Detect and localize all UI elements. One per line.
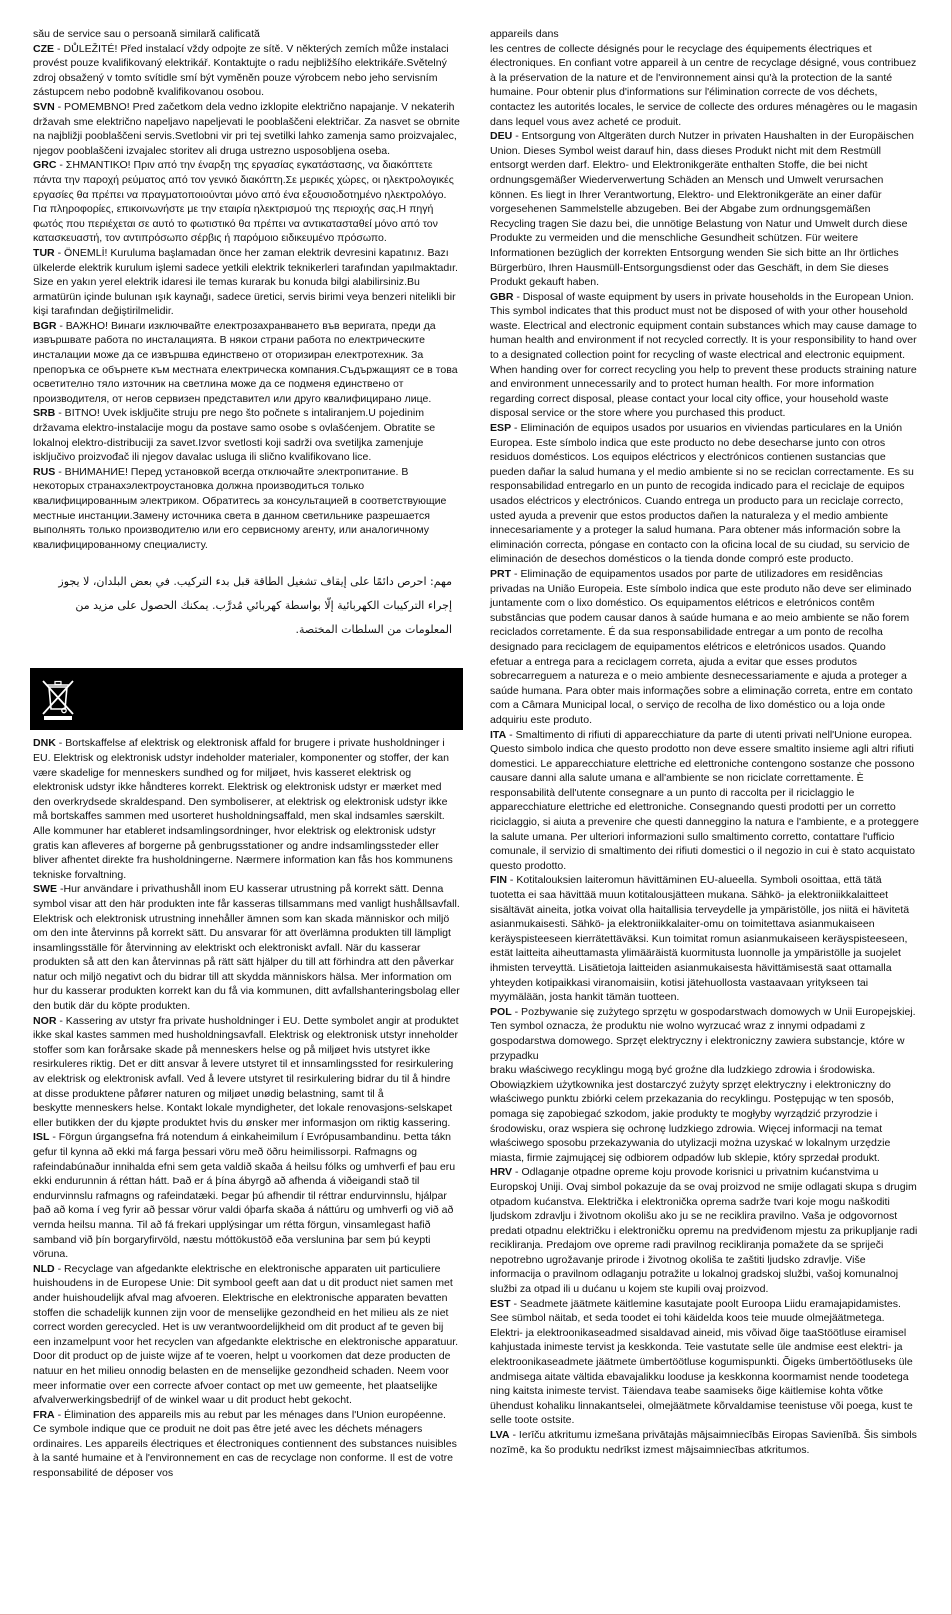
paragraph <box>490 1297 919 1428</box>
paragraph-text: - Smaltimento di rifiuti di apparecchiature da parte di utenti privati nell'Unione europea. Questo simbolo indica che questo prodotto non deve essere smaltito insieme agli altri rifiuti domestici. Le apparecchiature elettriche ed elettroniche contengono sostanze che possono causare danni alla salute umana e all'ambiente se non riciclate correttamente. È responsabilità dell'utente consegnare a un punto di raccolta per il riciclaggio le apparecchiature elettriche ed elettroniche. Consegnando questi prodotti per un corretto riciclaggio, si aiuta a prevenire che questi danneggino la natura e l'ambiente, e a proteggere la salute umana. Per ulteriori informazioni sullo smaltimento corretto, contattare l'ufficio comunale, il servizio di smaltimento dei rifiuti domestici o il negozio in cui è stato acquistato questo prodotto. <box>490 728 919 872</box>
paragraph-text: - DŮLEŽITÉ! Před instalací vždy odpojte ze sítě. V některých zemích může instalaci provést pouze kvalifikovaný elektrikář. Kontaktujte o radu nejbližšího elektrikáře.Světelný zdroj obsažený v tomto svítidle smí být vyměněn pouze výrobcem nebo jeho servisním zástupcem nebo podobně kvalifikovanou osobou. <box>33 42 449 99</box>
paragraph <box>490 421 919 567</box>
paragraph-text: - Disposal of waste equipment by users in private households in the European Union. This symbol indicates that this product must not be disposed of with your other household waste. Electrical and electronic equipment contain substances which may cause damage to human health and environment if not recycled correctly. It is your responsibility to hand over to a designated collection point for recycling of waste electrical and electronic equipment. When handing over for correct recycling you help to prevent these products straining nature and environment unnecessarily and to protect human health. For more information regarding correct disposal, please contact your local city office, your household waste disposal service or the store where you purchased this product. <box>490 290 917 420</box>
paragraph-text: - BITNO! Uvek isključite struju pre nego što počnete s intaliranjem.U pojedinim državama elektro-instalacije mogu da postave samo osobe s ovlašćenjem. Obratite se lokalnoj elektro-distribuciji za savet.Izvor svetlosti koji sadrži ova svetiljka zamenjuje isključivo proizvođač ili njegov davalac usluga ili slično kvalifikovano lice. <box>33 407 436 464</box>
language-code: GRC <box>33 159 57 172</box>
paragraph <box>33 882 460 1013</box>
paragraph-text: - ВНИМАНИЕ! Перед установкой всегда отключайте электропитание. В некоторых странахэлектроустановка должна производиться только квалифицированным электриком. Обратитесь за консультацией в соответствующие местные инстанции.Замену источника света в данном светильнике разрешается выполнять только производителю или его сервисному агенту, или аналогичному квалифицированному специалисту. <box>33 465 447 551</box>
paragraph <box>33 1262 460 1408</box>
paragraph-text: - Odlaganje otpadne opreme koju provode korisnici u privatnim kućanstvima u Europskoj Uniji. Ovaj simbol pokazuje da se ovaj proizvod ne smije odlagati skupa s drugim otpadom kućanstva. Električka i elektronička oprema sadrže tvari koje mogu naškoditi ljudskom zdravlju i životnom okolišu ako ju se ne reciklira pravilno. Vaša je odgovornost predati otpadnu električku i elektroničku opremu na predviđenom mjestu za prikupljanje radi recikliranja. Predajom ove opreme radi pravilnog recikliranja pomažete da se spriječi nepotrebno ugrožavanje prirode i životnog okoliša te zaštiti ljudsko zdravlje. Više informacija o pravilnom odlaganju potražite u lokalnoj gradskoj službi, vašoj komunalnoj službi za otpad ili u dućanu u kojem ste kupili ovaj proizvod. <box>490 1166 918 1296</box>
paragraph-text: său de service sau o persoană similară calificată <box>33 28 260 40</box>
paragraph <box>33 1408 460 1481</box>
language-code: ITA <box>490 728 507 741</box>
paragraph <box>490 1428 919 1457</box>
language-code: SWE <box>33 883 58 896</box>
language-code: GBR <box>490 290 514 303</box>
paragraph-text: - Pozbywanie się zużytego sprzętu w gospodarstwach domowych w Unii Europejskiej. Ten symbol oznacza, że produktu nie wolno wyrzucać wraz z innymi odpadami z gospodarstwa domowego. Sprzęt elektryczny i elektroniczny zawiera substancje, które w przypadku <box>490 1005 916 1062</box>
paragraph <box>490 1063 919 1165</box>
language-code: RUS <box>33 465 56 478</box>
paragraph-text: - Eliminación de equipos usados por usuarios en viviendas particulares en la Unión Europea. Este símbolo indica que este producto no debe desecharse junto con otros residuos domésticos. Los equipos eléctricos y electrónicos contienen sustancias que pueden dañar la salud humana y el medio ambiente si no se reciclan correctamente. Es su responsabilidad entregarlo en un punto de recogida indicado para el reciclaje de equipos usados eléctricos y electrónicos. Cuando entrega un producto para un reciclaje correcto, usted ayuda a prevenir que estos productos dañen la naturaleza y el medio ambiente innecesariamente y a proteger la salud humana. Para obtener más información sobre la eliminación correcta, póngase en contacto con la oficina local de su ciudad, su servicio de eliminación de desechos domésticos o la tienda donde compró este producto. <box>490 422 914 566</box>
language-code: DNK <box>33 737 56 750</box>
language-code: SVN <box>33 100 55 113</box>
paragraph-text: appareils dans <box>490 28 559 40</box>
paragraph-text: - Eliminação de equipamentos usados por parte de utilizadores em residências privadas na União Europeia. Este símbolo indica que este produto não deve ser eliminado juntamente com o lixo doméstico. Os equipamentos elétricos e eletrónicos contêm substâncias que podem causar danos à saúde humana e ao meio ambiente se não forem reciclados corretamente. É da sua responsabilidade entregar a um ponto de recolha designado para reciclagem de equipamentos elétricos e eletrónicos usados. Quando efetuar a entrega para a reciclagem correta, ajuda a evitar que esses produtos sobrecarreguem a natureza e o meio ambiente desnecessariamente e ajuda a proteger a saúde humana. Para obter mais informações sobre a eliminação correta, entre em contato com a Câmara Municipal local, o serviço de recolha de lixo doméstico ou a loja onde adquiriu este produto. <box>490 567 913 726</box>
language-code: TUR <box>33 246 55 259</box>
paragraph-text: - Kotitalouksien laiteromun hävittäminen EU-alueella. Symboli osoittaa, että tätä tuotetta ei saa hävittää muun kotitalousjätteen mukana. Sähkö- ja elektroniikkalaitteet sisältävät aineita, jotka voivat olla haitallisia terveydelle ja ympäristölle, jos niitä ei hävitetä asianmukaisesti. Sähkö- ja elektroniikkalaiter-omu on toimitettava asianmukaiseen keräyspisteeseen kierrätettäväksi. Kun toimitat romun asianmukaiseen keräyspisteeseen, estät laitteita aiheuttamasta ylimääräistä kuormitusta luonnolle ja ympäristölle ja suojelet ihmisten terveyttä. Lisätietoja laitteiden asianmukaisesta hävittämisestä saat ottamalla yhteyden kotipaikkasi viranomaisiin, kotisi jätehuollosta vastaavaan yritykseen tai myymälään, josta hankit tämän tuotteen. <box>490 874 910 1004</box>
paragraph <box>33 465 460 553</box>
paragraph-text: les centres de collecte désignés pour le recyclage des équipements électriques et électroniques. En confiant votre appareil à un centre de recyclage désigné, vous contribuez à la préservation de la nature et de l'environnement ainsi qu'à la protection de la santé humaine. Pour obtenir plus d'informations sur l'élimination correcte de vos déchets, contactez les autorités locales, le service de collecte des ordures ménagères ou le magasin dans lequel vous avez acheté ce produit. <box>490 42 918 128</box>
paragraph <box>33 27 460 42</box>
paragraph <box>490 1165 919 1296</box>
paragraph-text: - POMEMBNO! Pred začetkom dela vedno izklopite električno napajanje. V nekaterih državah sme električno napeljavo napeljevati le pooblaščeni električar. Za nasvet se obrnite na najbližji pooblaščeni servis.Svetlobni vir pri tej svetilki lahko zamenja samo proizvajalec, njegov pooblaščeni izvajalec storitev ali druga ustrezno usposobljena oseba. <box>33 100 460 157</box>
paragraph-text: - Élimination des appareils mis au rebut par les ménages dans l'Union européenne. Ce symbole indique que ce produit ne doit pas être jeté avec les déchets ménagers ordinaires. Les appareils électriques et électroniques contiennent des substances nuisibles à la santé humaine et à l'environnement en cas de recyclage non conforme. Il est de votre responsabilité de déposer vos <box>33 1408 457 1480</box>
paragraph <box>490 129 919 290</box>
paragraph-text: - ÖNEMLİ! Kuruluma başlamadan önce her zaman elektrik devresini kapatınız. Bazı ülkelerde elektrik kurulum işlemi sadece yetkili elektrik teknikerleri tarafından yapılmaktadır. Size en yakın yerel elektrik idaresi ile temas kurarak bu konuda bilgi alabilirsiniz.Bu armatürün içinde bulunan ışık kaynağı, sadece üretici, servis birimi veya benzeri nitelikli bir kişi tarafından değiştirilmelidir. <box>33 246 458 318</box>
language-code: FRA <box>33 1408 55 1421</box>
language-code: CZE <box>33 42 55 55</box>
paragraph-text: - Entsorgung von Altgeräten durch Nutzer in privaten Haushalten in der Europäischen Union. Dieses Symbol weist darauf hin, dass dieses Produkt nicht mit dem Restmüll entsorgt werden darf. Elektro- und Elektronikgeräte enthalten Stoffe, die bei nicht ordnungsgemäßer Wiederverwertung Schäden an Mensch und Umwelt verursachen können. Es liegt in Ihrer Verantwortung, Elektro- und Elektronikgeräte an einer dafür vorgesehenen Sammelstelle abzugeben. Bei der Abgabe zum ordnungsgemäßen Recycling tragen Sie dazu bei, die unnötige Belastung von Natur und Umwelt durch diese Produkte zu vermeiden und die menschliche Gesundheit schützen. Für weitere Informationen bezüglich der korrekten Entsorgung wenden Sie sich bitte an Ihr örtliches Bürgerbüro, Ihren Hausmüll-Entsorgungsdienst oder das Geschäft, in dem Sie dieses Produkt gekauft haben. <box>490 130 914 289</box>
paragraph <box>490 42 919 130</box>
paragraph <box>33 736 460 882</box>
paragraph <box>490 567 919 728</box>
paragraph-text: beskytte menneskers helse. Kontakt lokale myndigheter, det lokale renovasjons-selskapet eller butikken der du kjøpte produktet hvis du ønsker mer informasjon om riktig kassering. <box>33 1102 453 1129</box>
crossed-out-wheelie-bin-icon <box>38 676 78 722</box>
language-code: SRB <box>33 407 56 420</box>
paragraph-text: - ΣΗΜΑΝΤΙΚΟ! Πριν από την έναρξη της εργασίας εγκατάστασης, να διακόπτετε πάντα την παροχή ρεύματος από τον γενικό διακόπτη.Σε μερικές χώρες, οι ηλεκτρολογικές εργασίες θα πρέπει να πραγματοποιούνται μόνο από ένα εξουσιοδοτημένο ηλεκτρολόγο. Για πληροφορίες, επικοινωνήστε με την εταιρία ηλεκτρισμού της περιοχής σας.Η πηγή φωτός που περιέχεται σε αυτό το φωτιστικό θα πρέπει να αντικατασταθεί μόνο από τον κατασκευαστή, τον αντιπρόσωπο σέρβις ή παρόμοιο ειδικευμένο πρόσωπο. <box>33 159 454 245</box>
language-code: ISL <box>33 1131 50 1144</box>
language-code: PRT <box>490 567 512 580</box>
safety-warnings-section <box>33 27 460 552</box>
weee-disposal-section-left <box>33 736 460 1480</box>
paragraph-text: braku właściwego recyklingu mogą być groźne dla ludzkiego zdrowia i środowiska. Obowiązkiem użytkownika jest dostarczyć zużyty sprzęt elektryczny i elektroniczny do właściwego punktu zbiórki celem przekazania do recyklingu. Postępując w ten sposób, pomaga się zapobiegać szkodom, jakie produkty te mogłyby wyrządzić przyrodzie i środowisku, oraz wspiera się ochronę ludzkiego zdrowia. Więcej informacji na temat właściwego sposobu przekazywania do utylizacji można uzyskać w lokalnym urzędzie miasta, firmie zajmującej się odbiorem odpadów lub sklepie, który sprzedał produkt. <box>490 1064 894 1164</box>
language-code: HRV <box>490 1166 513 1179</box>
language-code: NOR <box>33 1014 57 1027</box>
language-code: EST <box>490 1297 511 1310</box>
paragraph <box>33 1101 460 1130</box>
paragraph <box>33 246 460 319</box>
paragraph <box>33 319 460 407</box>
paragraph-text: - Förgun úrgangsefna frá notendum á einkaheimilum í Evrópusambandinu. Þetta tákn gefur til kynna að ekki má farga þessari vöru með öðru heimilissorpi. Rafmagns og rafeindabúnaður innihalda efni sem geta valdið skaða á heilsu fólks og umhverfi ef þau eru ekki endurunnin á réttan hátt. Það er á þína ábyrgð að afhenda á viðeigandi stað til endurvinnslu rafmagns og rafeindatæki. Þegar þú afhendir til réttrar endurvinnslu, hjálpar það að koma í veg fyrir að þessar vörur valdi óþarfa skaða á náttúru og umhverfi og við að vernda heilsu manna. Til að fá frekari upplýsingar um rétta förgun, vinsamlegast hafið samband við þín borgaryfirvöld, næstu móttökustöð eða verslunina þar sem þú keypti vöruna. <box>33 1131 456 1261</box>
arabic-warning: مهم: احرص دائمًا على إيقاف تشغيل الطاقة قبل بدء التركيب. في بعض البلدان، لا يجوز إجراء التركيبات الكهربائية إلّا بواسطة كهربائي مُدرَّب. يمكنك الحصول على مزيد من المعلومات من السلطات المختصة. <box>58 575 452 637</box>
paragraph <box>490 27 919 42</box>
paragraph <box>33 100 460 158</box>
language-code: DEU <box>490 130 513 143</box>
paragraph <box>33 42 460 100</box>
paragraph-text: - Recyclage van afgedankte elektrische en elektronische apparaten uit particuliere huishoudens in de Europese Unie: Dit symbool geeft aan dat u dit product niet samen met ander huishoudelijk afval mag afvoeren. Elektrische en elektronische apparaten bevatten stoffen die schadelijk kunnen zijn voor de menselijke gezondheid en het milieu als ze niet correct worden gerecycled. Het is uw verantwoordelijkheid om dit product af te geven bij een inzamelpunt voor het recyclen van afgedankte elektrische en elektronische apparatuur. Door dit product op de juiste wijze af te voeren, helpt u voorkomen dat deze producten de natuur en het milieu onnodig belasten en de menselijke gezondheid schaden. Neem voor meer informatie over een correcte afvoer contact op met uw gemeente, het plaatselijke afvalverwerkingsbedrijf of de winkel waar u dit product hebt gekocht. <box>33 1262 459 1407</box>
paragraph <box>490 728 919 874</box>
paragraph-text: - ВАЖНО! Винаги изключвайте електрозахранването във веригата, преди да извършвате работа по инсталацията. В някои страни работа по електрическите инсталации може да се извършва единствено от оторизиран електротехник. За препоръка се обърнете към местната електрическа компания.Съдържащият се в това осветително тяло източник на светлина може да се подменя единствено от производителя, от негов сервизен представител или друго квалифицирано лице. <box>33 319 458 405</box>
paragraph <box>490 873 919 1004</box>
paragraph <box>33 158 460 246</box>
paragraph-text: - Seadmete jäätmete käitlemine kasutajate poolt Euroopa Liidu eramajapidamistes. See sümbol näitab, et seda toodet ei tohi käidelda koos teie muude olmejäätmetega. Elektri- ja elektroonikaseadmed sisaldavad aineid, mis võivad õige taaStöötluse eiramisel kahjustada inimeste tervist ja keskkonda. Teie vastutate selle üle andmise eest elektri- ja elektroonikaseadmete jäätmete ümbertöötluse kogumispunkti. Õigeks ümbertöötluseks üle andmisega aitate vältida ebavajalikku looduse ja keskkonna koormamist nende toodetega ning kaitsta inimeste tervist. Täiendava teabe saamiseks õige käitlemise kohta võtke ühendust kohaliku linnakantselei, olmejäätmete kõrvaldamise teenistuse või poega, kust te selle toote ostsite. <box>490 1297 913 1427</box>
paragraph-text: - Kassering av utstyr fra private husholdninger i EU. Dette symbolet angir at produktet ikke skal kastes sammen med husholdningsavfall. Elektrisk og elektronisk utstyr inneholder stoffer som kan forårsake skade på menneskers helse og på miljøet hvis utstyret ikke resirkuleres riktig. Det er ditt ansvar å levere utstyret til et innsamlingssted for resirkulering av elektrisk og elektronisk avfall. Ved å levere utstyret til resirkulering bidrar du til å hindre at disse produktene påfører naturen og miljøet unødig belastning, samt til å <box>33 1014 459 1100</box>
paragraph <box>33 1130 460 1261</box>
language-code: POL <box>490 1005 512 1018</box>
paragraph <box>490 290 919 421</box>
language-code: ESP <box>490 422 512 435</box>
language-code: NLD <box>33 1262 55 1275</box>
paragraph-text: -Hur användare i privathushåll inom EU kasserar utrustning på korrekt sätt. Denna symbol visar att den här produkten inte får kasseras tillsammans med vanligt hushållsavfall. Elektrisk och elektronisk utrustning innehåller ämnen som kan skada människor och miljö om den inte återvinns på korrekt sätt. Du ansvarar för att överlämna produkten till lämpligt insamlingsställe för återvinning av elektriskt och elektroniskt avfall. När du kasserar produkten så att den kan återvinnas på rätt sätt hjälper du till att förhindra att den påverkar natur och miljö negativt och du bidrar till att skydda människors hälsa. Mer information om hur du kasserar produkten korrekt kan du få via kommunen, ditt avfallshanteringsbolag eller den butik där du köpte produkten. <box>33 883 460 1013</box>
paragraph <box>490 1005 919 1063</box>
paragraph-text: - Ierīču atkritumu izmešana privātajās mājsaimniecībās Eiropas Savienībā. Šis simbols nozīmē, ka šo produktu nedrīkst izmest mājsaimniecības atkritumos. <box>490 1429 917 1456</box>
left-column <box>33 27 460 1481</box>
paragraph-text: - Bortskaffelse af elektrisk og elektronisk affald for brugere i private husholdninger i EU. Elektrisk og elektronisk udstyr indeholder materialer, komponenter og stoffer, der kan være skadelige for menneskers sundhed og for miljøet, hvis kasseret elektrisk og elektronisk udstyr ikke håndteres korrekt. Elektrisk og elektronisk udstyr er mærket med den overkrydsede skraldespand. Den symboliserer, at elektrisk og elektronisk udstyr ikke må bortskaffes sammen med usorteret husholdningsaffald, men skal indsamles særskilt. Alle kommuner har etableret indsamlingsordninger, hvor elektrisk og elektronisk udstyr gratis kan afleveres af borgerne på genbrugsstationer og andre indsamlingssteder eller bliver afhentet direkte fra husholdningerne. Nærmere information kan fås hos kommunens tekniske forvaltning. <box>33 737 453 881</box>
weee-banner <box>30 668 463 730</box>
language-code: FIN <box>490 874 507 887</box>
right-column <box>490 27 919 1457</box>
paragraph <box>33 406 460 464</box>
language-code: LVA <box>490 1429 510 1441</box>
paragraph <box>33 1014 460 1102</box>
language-code: BGR <box>33 319 57 332</box>
